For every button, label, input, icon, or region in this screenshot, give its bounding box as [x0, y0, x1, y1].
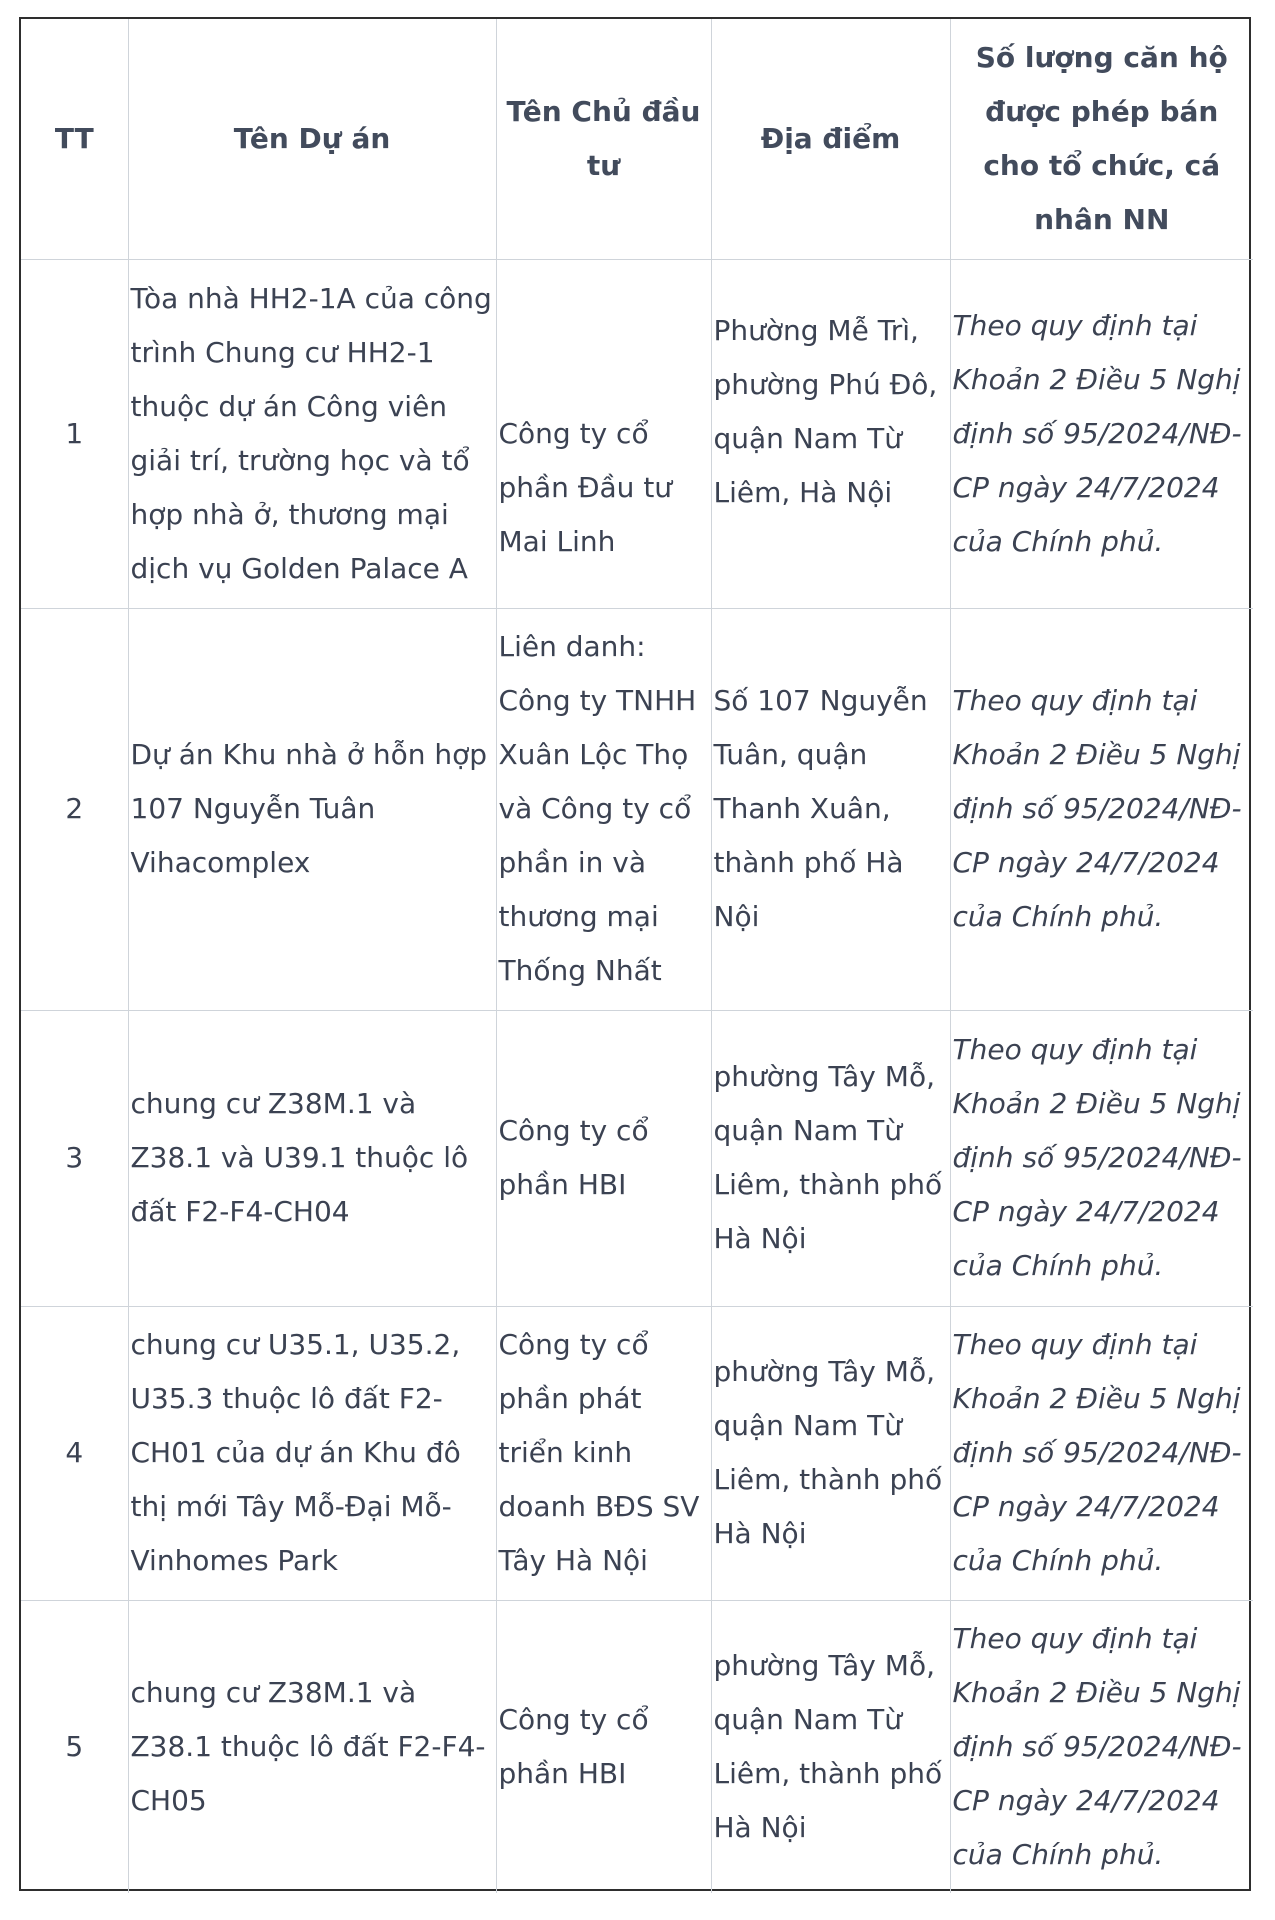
header-quota: Số lượng căn hộ được phép bán cho tổ chức, cá nhân NN [950, 19, 1253, 259]
cell-tt: 2 [21, 608, 128, 1010]
cell-quota: Theo quy định tại Khoản 2 Điều 5 Nghị định số 95/2024/NĐ-CP ngày 24/7/2024 của Chính phủ. [950, 1600, 1253, 1893]
cell-investor: Liên danh: Công ty TNHH Xuân Lộc Thọ và Công ty cổ phần in và thương mại Thống Nhất [496, 608, 711, 1010]
cell-project: chung cư U35.1, U35.2, U35.3 thuộc lô đất F2-CH01 của dự án Khu đô thị mới Tây Mỗ-Đại Mỗ-Vinhomes Park [128, 1306, 496, 1600]
cell-project: chung cư Z38M.1 và Z38.1 và U39.1 thuộc lô đất F2-F4-CH04 [128, 1010, 496, 1306]
cell-location: phường Tây Mỗ, quận Nam Từ Liêm, thành phố Hà Nội [711, 1600, 950, 1893]
cell-location: phường Tây Mỗ, quận Nam Từ Liêm, thành phố Hà Nội [711, 1306, 950, 1600]
table-row [21, 608, 1253, 1010]
cell-quota: Theo quy định tại Khoản 2 Điều 5 Nghị định số 95/2024/NĐ-CP ngày 24/7/2024 của Chính phủ. [950, 608, 1253, 1010]
cell-quota: Theo quy định tại Khoản 2 Điều 5 Nghị định số 95/2024/NĐ-CP ngày 24/7/2024 của Chính phủ. [950, 1010, 1253, 1306]
cell-project: chung cư Z38M.1 và Z38.1 thuộc lô đất F2-F4-CH05 [128, 1600, 496, 1893]
cell-quota: Theo quy định tại Khoản 2 Điều 5 Nghị định số 95/2024/NĐ-CP ngày 24/7/2024 của Chính phủ. [950, 259, 1253, 608]
cell-project: Tòa nhà HH2-1A của công trình Chung cư HH2-1 thuộc dự án Công viên giải trí, trường học và tổ hợp nhà ở, thương mại dịch vụ Golden Palace A [128, 259, 496, 608]
cell-investor: Công ty cổ phần HBI [496, 1010, 711, 1306]
header-project: Tên Dự án [128, 19, 496, 259]
cell-tt: 1 [21, 259, 128, 608]
table-row [21, 1010, 1253, 1306]
cell-quota: Theo quy định tại Khoản 2 Điều 5 Nghị định số 95/2024/NĐ-CP ngày 24/7/2024 của Chính phủ. [950, 1306, 1253, 1600]
cell-location: phường Tây Mỗ, quận Nam Từ Liêm, thành phố Hà Nội [711, 1010, 950, 1306]
header-row [21, 19, 1253, 259]
cell-investor: Công ty cổ phần Đầu tư Mai Linh [496, 259, 711, 608]
table-row [21, 1306, 1253, 1600]
table-row [21, 1600, 1253, 1893]
cell-investor: Công ty cổ phần phát triển kinh doanh BĐS SV Tây Hà Nội [496, 1306, 711, 1600]
projects-table-container [19, 17, 1251, 1891]
projects-table [21, 19, 1253, 1893]
cell-tt: 4 [21, 1306, 128, 1600]
header-location: Địa điểm [711, 19, 950, 259]
cell-location: Số 107 Nguyễn Tuân, quận Thanh Xuân, thành phố Hà Nội [711, 608, 950, 1010]
cell-location: Phường Mễ Trì, phường Phú Đô, quận Nam Từ Liêm, Hà Nội [711, 259, 950, 608]
cell-tt: 5 [21, 1600, 128, 1893]
header-tt: TT [21, 19, 128, 259]
header-investor: Tên Chủ đầu tư [496, 19, 711, 259]
cell-tt: 3 [21, 1010, 128, 1306]
cell-project: Dự án Khu nhà ở hỗn hợp 107 Nguyễn Tuân Vihacomplex [128, 608, 496, 1010]
table-row [21, 259, 1253, 608]
cell-investor: Công ty cổ phần HBI [496, 1600, 711, 1893]
